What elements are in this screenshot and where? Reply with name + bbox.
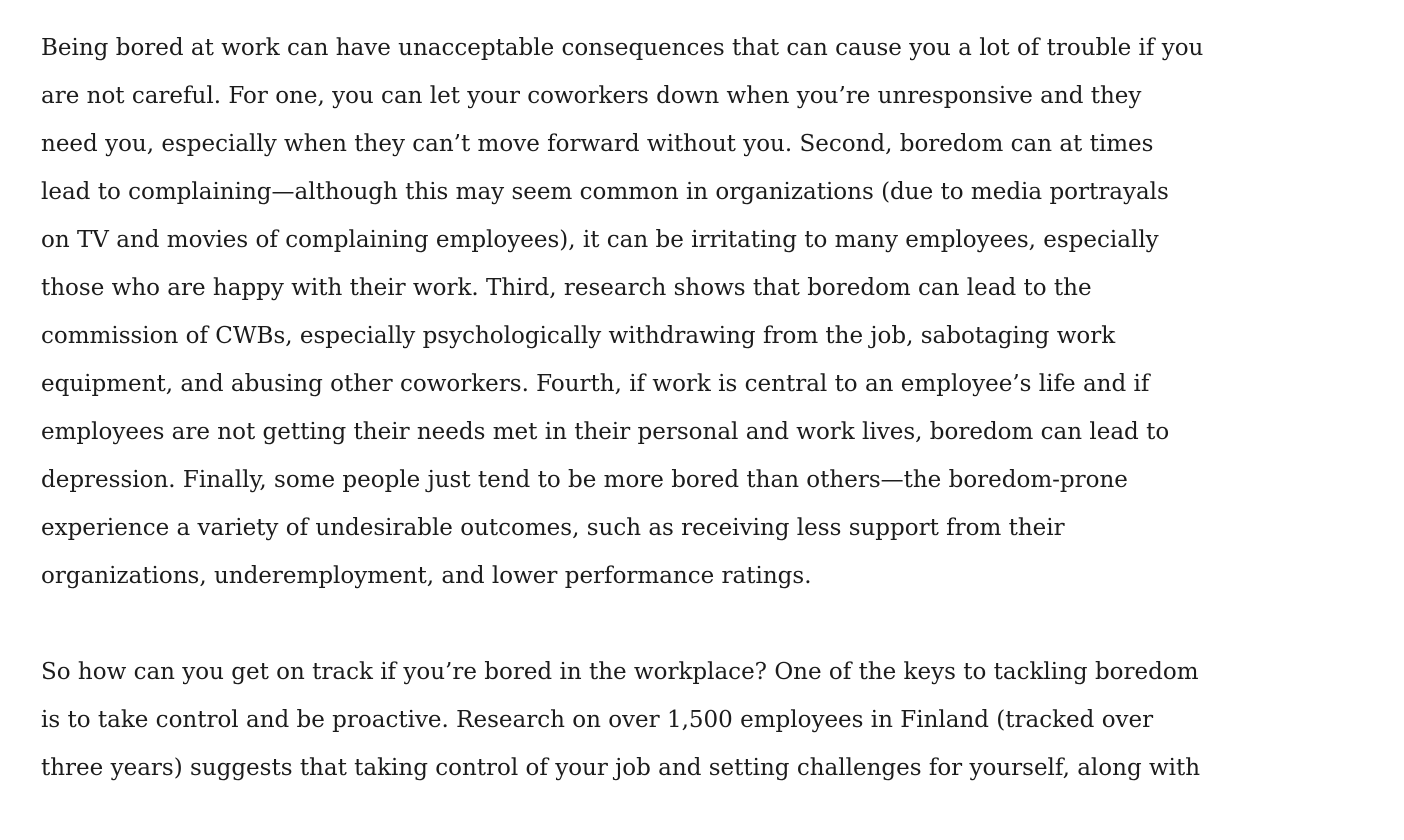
text-line: those who are happy with their work. Third, research shows that boredom can lead to the	[41, 275, 1092, 301]
paragraph-consequences	[41, 24, 1241, 600]
paragraph-tackling-boredom	[41, 648, 1241, 792]
text-line: need you, especially when they can’t move forward without you. Second, boredom can at times	[41, 131, 1154, 157]
text-line: are not careful. For one, you can let your coworkers down when you’re unresponsive and they	[41, 83, 1142, 109]
text-line: experience a variety of undesirable outcomes, such as receiving less support from their	[41, 515, 1065, 541]
text-line: lead to complaining—although this may seem common in organizations (due to media portrayals	[41, 179, 1169, 205]
text-line: equipment, and abusing other coworkers. Fourth, if work is central to an employee’s life and if	[41, 371, 1150, 397]
text-line: three years) suggests that taking control of your job and setting challenges for yourself, along with	[41, 755, 1201, 781]
article-body	[41, 24, 1241, 840]
text-line: organizations, underemployment, and lower performance ratings.	[41, 563, 812, 589]
text-line: Being bored at work can have unacceptable consequences that can cause you a lot of trouble if you	[41, 35, 1204, 61]
text-line: is to take control and be proactive. Research on over 1,500 employees in Finland (tracked over	[41, 707, 1154, 733]
text-line: on TV and movies of complaining employees), it can be irritating to many employees, especially	[41, 227, 1159, 253]
text-line: commission of CWBs, especially psychologically withdrawing from the job, sabotaging work	[41, 323, 1116, 349]
text-line: employees are not getting their needs met in their personal and work lives, boredom can lead to	[41, 419, 1170, 445]
text-line: So how can you get on track if you’re bored in the workplace? One of the keys to tackling boredom	[41, 659, 1199, 685]
text-line: depression. Finally, some people just tend to be more bored than others—the boredom-prone	[41, 467, 1128, 493]
